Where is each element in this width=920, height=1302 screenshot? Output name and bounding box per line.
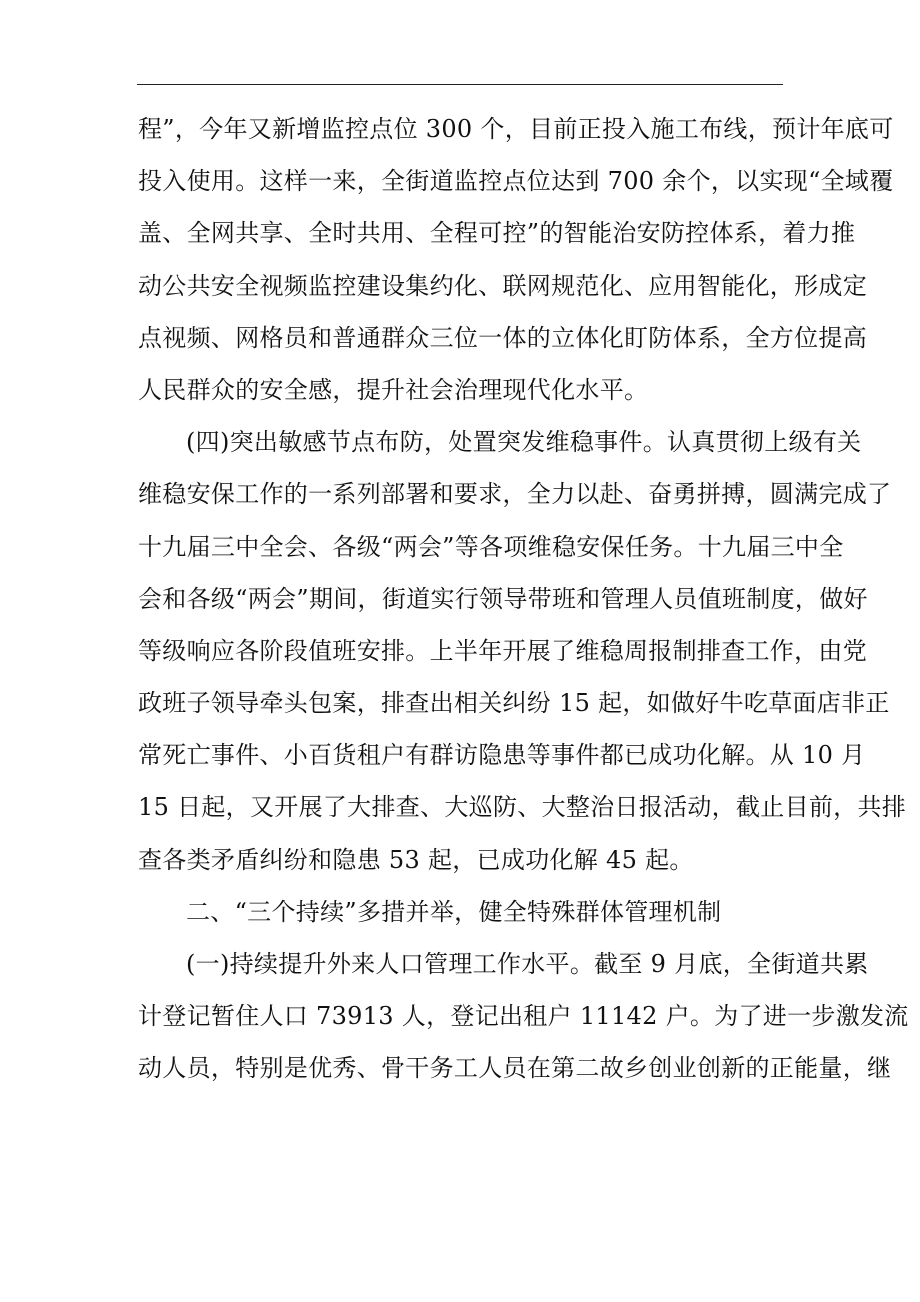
text-line: 计登记暂住人口 73913 人，登记出租户 11142 户。为了进一步激发流 (138, 1002, 909, 1031)
text-line: 动人员，特别是优秀、骨干务工人员在第二故乡创业创新的正能量，继 (138, 1054, 892, 1083)
text-line: (一)持续提升外来人口管理工作水平。截至 9 月底，全街道共累 (186, 950, 869, 978)
text-line: 查各类矛盾纠纷和隐患 53 起，已成功化解 45 起。 (138, 845, 694, 874)
text-line: 15 日起，又开展了大排查、大巡防、大整治日报活动，截止目前，共排 (138, 793, 907, 822)
text-line: 政班子领导牵头包案，排查出相关纠纷 15 起，如做好牛吃草面店非正 (138, 689, 890, 718)
body-text (138, 103, 909, 1095)
text-line: 动公共安全视频监控建设集约化、联网规范化、应用智能化，形成定 (138, 271, 867, 300)
text-line: 点视频、网格员和普通群众三位一体的立体化盯防体系，全方位提高 (138, 323, 867, 352)
text-line: 二、“三个持续”多措并举，健全特殊群体管理机制 (186, 897, 722, 926)
text-line: 会和各级“两会”期间，街道实行领导带班和管理人员值班制度，做好 (138, 584, 868, 613)
text-line: 程”，今年又新增监控点位 300 个，目前正投入施工布线，预计年底可 (138, 115, 894, 143)
text-line: (四)突出敏感节点布防，处置突发维稳事件。认真贯彻上级有关 (186, 428, 862, 457)
text-line: 等级响应各阶段值班安排。上半年开展了维稳周报制排查工作，由党 (138, 636, 867, 665)
text-line: 常死亡事件、小百货租户有群访隐患等事件都已成功化解。从 10 月 (138, 741, 866, 770)
text-line: 人民群众的安全感，提升社会治理现代化水平。 (138, 375, 649, 404)
text-line: 十九届三中全会、各级“两会”等各项维稳安保任务。十九届三中全 (138, 532, 844, 561)
text-line: 盖、全网共享、全时共用、全程可控”的智能治安防控体系，着力推 (138, 219, 856, 248)
text-line: 维稳安保工作的一系列部署和要求，全力以赴、奋勇拼搏，圆满完成了 (138, 480, 892, 509)
text-line: 投入使用。这样一来，全街道监控点位达到 700 余个，以实现“全域覆 (138, 167, 894, 196)
header-rule (137, 84, 783, 85)
